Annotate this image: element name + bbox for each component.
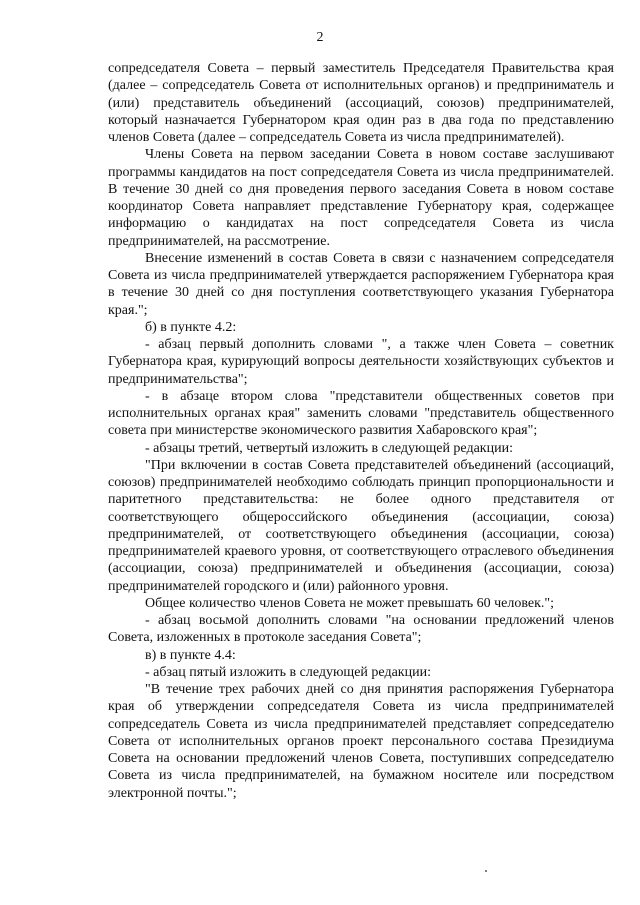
paragraph-amend-eighth: - абзац восьмой дополнить словами "на основании предложений членов Совета, изложенных в протоколе заседания Совета"; — [108, 613, 614, 646]
paragraph-quote-presidium: "В течение трех рабочих дней со дня принятия распоряжения Губернатора края об утверждении сопредседателя Совета из числа предпринимателей сопредседатель Совета из числа предпринимателей представляет сопредседателю Совета от исполнительных органов проект персонального состава Президиума Совета на основании предложений членов Совета, поступивших сопредседателю Совета из числа предпринимателей, на бумажном носителе или посредством электронной почты."; — [108, 682, 614, 801]
scan-speck — [485, 870, 487, 872]
paragraph-amend-fifth: - абзац пятый изложить в следующей редакции: — [145, 664, 431, 680]
paragraph-cochairs-definition: сопредседателя Совета – первый заместитель Председателя Правительства края (далее – сопредседатель Совета от исполнительных органов) и предприниматель и (или) представитель объединений (ассоциаций, союзов) предпринимателей, который назначается Губернатором края один раз в два года по представлению членов Совета (далее – сопредседатель Совета из числа предпринимателей). — [108, 61, 614, 145]
paragraph-amend-third-fourth: - абзацы третий, четвертый изложить в следующей редакции: — [145, 440, 513, 456]
paragraph-member-limit: Общее количество членов Совета не может превышать 60 человек."; — [145, 595, 554, 611]
paragraph-amend-second: - в абзаце втором слова "представители общественных советов при исполнительных органах края" заменить словами "представитель общественного совета при министерстве экономического развития Хабаровского края"; — [108, 388, 614, 439]
paragraph-amend-first: - абзац первый дополнить словами ", а также член Совета – советник Губернатора края, курирующий вопросы деятельности хозяйствующих субъектов и предпринимательства"; — [108, 337, 614, 387]
paragraph-composition-changes: Внесение изменений в состав Совета в связи с назначением сопредседателя Совета из числа предпринимателей утверждается распоряжением Губернатора края в течение 30 дней со дня поступления соответствующего указания Губернатора края."; — [108, 250, 614, 318]
paragraph-candidates-programs: Члены Совета на первом заседании Совета в новом составе заслушивают программы кандидатов на пост сопредседателя Совета из числа предпринимателей. В течение 30 дней со дня проведения первого заседания Совета в новом составе координатор Совета направляет представление Губернатору края, содержащее информацию о кандидатах на пост сопредседателя Совета из числа предпринимателей, на рассмотрение. — [108, 147, 614, 249]
paragraph-item-b: б) в пункте 4.2: — [145, 319, 237, 335]
paragraph-item-c: в) в пункте 4.4: — [145, 647, 236, 663]
paragraph-quote-representation: "При включении в состав Совета представителей объединений (ассоциаций, союзов) предпринимателей необходимо соблюдать принцип пропорциональности и паритетного представительства: не более одного представителя от соответствующего общероссийского объединения (ассоциации, союза) предпринимателей, от соответствующего объединения (ассоциации, союза) предпринимателей краевого уровня, от соответствующего отраслевого объединения (ассоциации, союза) предпринимателей и объединения (ассоциации, союза) предпринимателей городского и (или) районного уровня. — [108, 457, 614, 594]
page-number: 2 — [316, 30, 324, 45]
document-body — [108, 60, 614, 802]
